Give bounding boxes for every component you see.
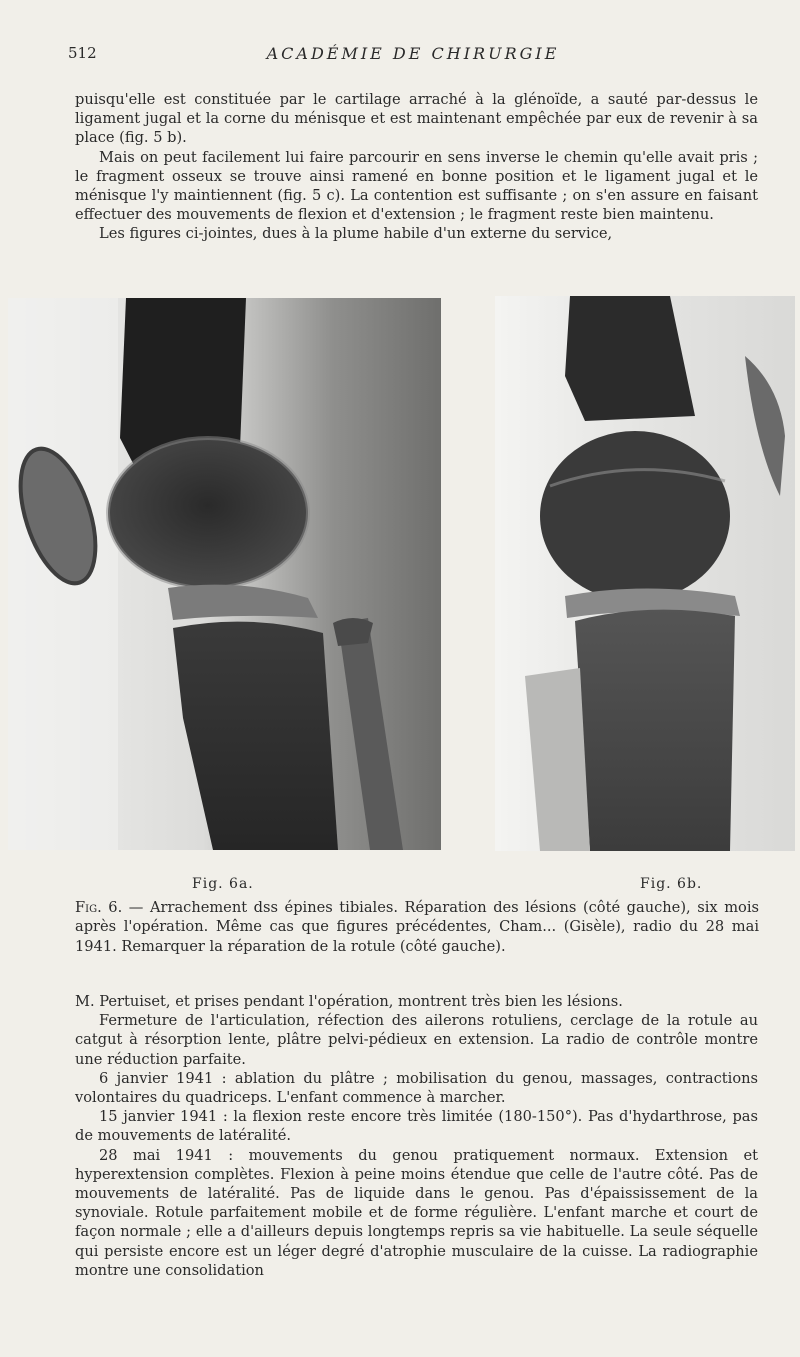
paragraph: 28 mai 1941 : mouvements du genou pratiquement normaux. Extension et hyperextension complètes. Flexion à peine moins étendue que celle de l'autre côté. Pas de mouvements de latéralité. Pas de liquide dans le genou. Pas d'épaississement de la synoviale. Rotule parfaitement mobile et de forme régulière. L'enfant marche et court de façon normale ; elle a d'ailleurs depuis longtemps repris sa vie habituelle. La seule séquelle qui persiste encore est un léger degré d'atrophie musculaire de la cuisse. La radiographie montre une consolidation (75, 1146, 758, 1279)
running-title: ACADÉMIE DE CHIRURGIE (266, 44, 560, 63)
page-number: 512 (68, 44, 97, 62)
paragraph: puisqu'elle est constituée par le cartilage arraché à la glénoïde, a sauté par-dessus le ligament jugal et la corne du ménisque et est maintenant empêchée par eux de revenir à sa place (fig. 5 b). (75, 91, 758, 147)
paragraph: 15 janvier 1941 : la flexion reste encore très limitée (180-150°). Pas d'hydarthrose, pas de mouvements de latéralité. (75, 1108, 758, 1145)
page-header (68, 44, 758, 66)
caption-text: — Arrachement dss épines tibiales. Réparation des lésions (côté gauche), six mois après l'opération. Même cas que figures précédentes, Cham... (Gisèle), radio du 28 mai 1941. Remarquer la réparation de la rotule (côté gauche). (75, 899, 759, 955)
paragraph: Mais on peut facilement lui faire parcourir en sens inverse le chemin qu'elle avait pris ; le fragment osseux se trouve ainsi ramené en bonne position et le ligament jugal et le ménisque l'y maintiennent (fig. 5 c). La contention est suffisante ; on s'en assure en faisant effectuer des mouvements de flexion et d'extension ; le fragment reste bien maintenu. (75, 148, 758, 224)
paragraph: M. Pertuiset, et prises pendant l'opération, montrent très bien les lésions. (75, 993, 623, 1010)
paragraph: 6 janvier 1941 : ablation du plâtre ; mobilisation du genou, massages, contractions volontaires du quadriceps. L'enfant commence à marcher. (75, 1069, 758, 1107)
figure-6a-label: Fig. 6a. (192, 876, 254, 892)
figure-6b-radiograph (495, 296, 795, 851)
caption-prefix: Fig. 6. (75, 899, 123, 916)
top-text-block (75, 90, 758, 244)
figure-caption (75, 898, 759, 956)
paragraph: Fermeture de l'articulation, réfection des ailerons rotuliens, cerclage de la rotule au catgut à résorption lente, plâtre pelvi-pédieux en extension. La radio de contrôle montre une réduction parfaite. (75, 1012, 758, 1068)
figure-6b-label: Fig. 6b. (640, 876, 703, 892)
bottom-text-block (75, 992, 758, 1280)
figure-6a-radiograph (8, 298, 441, 850)
paragraph: Les figures ci-jointes, dues à la plume habile d'un externe du service, (99, 225, 613, 243)
